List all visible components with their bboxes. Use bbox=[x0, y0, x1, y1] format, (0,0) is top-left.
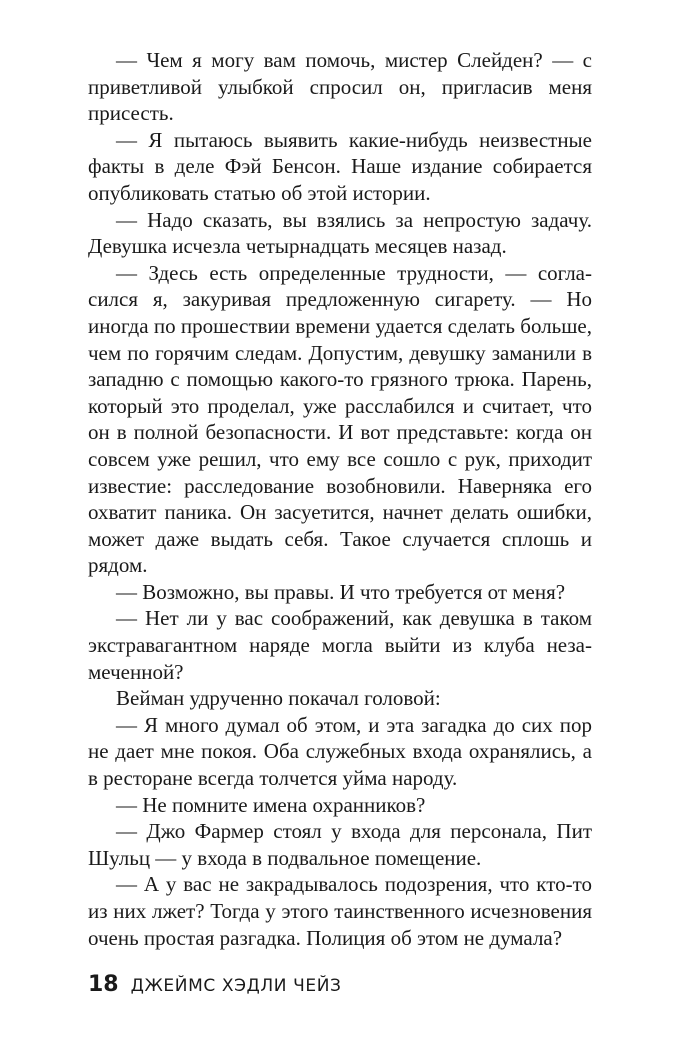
page-number: 18 bbox=[88, 972, 119, 997]
paragraph-1: — Чем я могу вам помочь, мистер Слейден? — с приветливой улыбкой спросил он, пригласив меня присесть. bbox=[88, 48, 592, 126]
paragraph-6: — Нет ли у вас соображений, как девушка в таком экстравагантном наряде могла выйти из клуба незамеченной? bbox=[88, 606, 592, 684]
paragraph-11: — А у вас не закрадывалось подозрения, что кто-то из них лжет? Тогда у этого таинственного исчезновения очень простая разгадка. Полиция об этом не думала? bbox=[88, 872, 592, 950]
page-footer bbox=[88, 972, 342, 997]
paragraph-5: — Возможно, вы правы. И что требуется от меня? bbox=[116, 579, 566, 604]
paragraph-9: — Не помните имена охранников? bbox=[116, 792, 426, 817]
paragraph-4: — Здесь есть определенные трудности, — согласился я, закуривая предложенную сигарету. — Но иногда по прошествии времени удается сделать больше, чем по горячим следам. Допустим, девушку заманили в западню с помощью какого-то грязного трюка. Парень, который это проделал, уже расслабился и считает, что он в полной безопасности. И вот представьте: когда он совсем уже решил, что ему все сошло с рук, приходит известие: расследование возобновили. Наверняка его охватит паника. Он засуетится, начнет делать ошибки, может даже выдать себя. Такое случается сплошь и рядом. bbox=[88, 260, 592, 578]
paragraph-8: — Я много думал об этом, и эта загадка до сих пор не дает мне покоя. Оба служебных входа охранялись, а в ресторане всегда толчется уйма народу. bbox=[88, 712, 592, 791]
paragraph-3: — Надо сказать, вы взялись за непростую задачу. Девушка исчезла четырнадцать месяцев назад. bbox=[88, 207, 592, 259]
paragraph-7: Вейман удрученно покачал головой: bbox=[116, 686, 441, 711]
paragraph-10: — Джо Фармер стоял у входа для персонала, Пит Шульц — у входа в подвальное помещение. bbox=[88, 819, 592, 870]
paragraph-2: — Я пытаюсь выявить какие-нибудь неизвестные факты в деле Фэй Бенсон. Наше издание собирается опубликовать статью об этой истории. bbox=[88, 127, 592, 205]
running-head-author: ДЖЕЙМС ХЭДЛИ ЧЕЙЗ bbox=[130, 976, 342, 996]
text-block bbox=[88, 47, 592, 951]
page-body bbox=[88, 47, 592, 951]
